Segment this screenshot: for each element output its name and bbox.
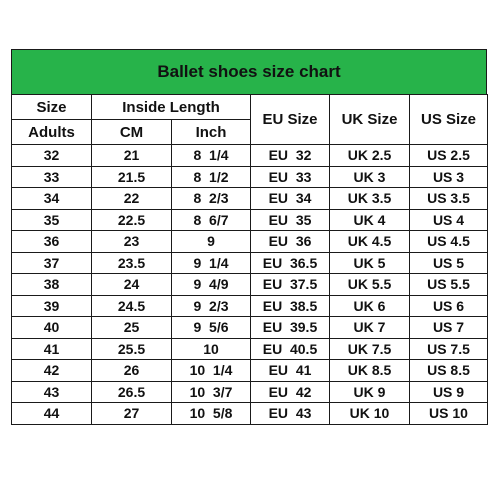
cm-cell: 22 [92,188,172,210]
inch-cell: 8 6/7 [172,209,251,231]
us-size-cell: US 2.5 [410,145,488,167]
uk-size-cell: UK 3 [330,166,410,188]
uk-size-cell: UK 4.5 [330,231,410,253]
cm-cell: 24 [92,274,172,296]
cm-cell: 27 [92,403,172,425]
cm-cell: 21 [92,145,172,167]
uk-size-cell: UK 5.5 [330,274,410,296]
us-size-cell: US 9 [410,381,488,403]
cm-cell: 22.5 [92,209,172,231]
table-row [12,145,488,167]
uk-size-cell: UK 4 [330,209,410,231]
uk-size-cell: UK 9 [330,381,410,403]
size-cell: 42 [12,360,92,382]
inch-cell: 8 2/3 [172,188,251,210]
cm-cell: 25 [92,317,172,339]
table-row [12,188,488,210]
uk-size-cell: UK 6 [330,295,410,317]
size-cell: 43 [12,381,92,403]
size-cell: 41 [12,338,92,360]
us-size-cell: US 6 [410,295,488,317]
cm-cell: 25.5 [92,338,172,360]
size-cell: 32 [12,145,92,167]
us-size-cell: US 4 [410,209,488,231]
table-row [12,317,488,339]
header-eu-size: EU Size [251,95,330,145]
eu-size-cell: EU 42 [251,381,330,403]
size-cell: 44 [12,403,92,425]
inch-cell: 9 2/3 [172,295,251,317]
header-inch: Inch [172,120,251,145]
inch-cell: 10 5/8 [172,403,251,425]
uk-size-cell: UK 2.5 [330,145,410,167]
inch-cell: 10 [172,338,251,360]
size-cell: 40 [12,317,92,339]
uk-size-cell: UK 7.5 [330,338,410,360]
us-size-cell: US 7.5 [410,338,488,360]
eu-size-cell: EU 38.5 [251,295,330,317]
us-size-cell: US 10 [410,403,488,425]
us-size-cell: US 8.5 [410,360,488,382]
eu-size-cell: EU 36 [251,231,330,253]
table-row [12,338,488,360]
header-cm: CM [92,120,172,145]
eu-size-cell: EU 37.5 [251,274,330,296]
table-row [12,381,488,403]
table-row [12,166,488,188]
eu-size-cell: EU 43 [251,403,330,425]
uk-size-cell: UK 10 [330,403,410,425]
us-size-cell: US 3 [410,166,488,188]
size-cell: 38 [12,274,92,296]
table-row [12,252,488,274]
eu-size-cell: EU 35 [251,209,330,231]
eu-size-cell: EU 32 [251,145,330,167]
eu-size-cell: EU 41 [251,360,330,382]
table-row [12,360,488,382]
cm-cell: 23 [92,231,172,253]
size-table [11,94,488,425]
inch-cell: 9 5/6 [172,317,251,339]
header-us-size: US Size [410,95,488,145]
eu-size-cell: EU 40.5 [251,338,330,360]
table-row [12,209,488,231]
uk-size-cell: UK 5 [330,252,410,274]
inch-cell: 8 1/4 [172,145,251,167]
size-cell: 39 [12,295,92,317]
header-uk-size: UK Size [330,95,410,145]
size-cell: 36 [12,231,92,253]
inch-cell: 9 [172,231,251,253]
table-body [12,145,488,425]
cm-cell: 26 [92,360,172,382]
table-row [12,231,488,253]
inch-cell: 10 1/4 [172,360,251,382]
inch-cell: 8 1/2 [172,166,251,188]
size-cell: 34 [12,188,92,210]
eu-size-cell: EU 36.5 [251,252,330,274]
inch-cell: 9 4/9 [172,274,251,296]
eu-size-cell: EU 34 [251,188,330,210]
inch-cell: 10 3/7 [172,381,251,403]
size-cell: 37 [12,252,92,274]
cm-cell: 24.5 [92,295,172,317]
uk-size-cell: UK 7 [330,317,410,339]
eu-size-cell: EU 33 [251,166,330,188]
cm-cell: 26.5 [92,381,172,403]
table-row [12,295,488,317]
table-row [12,274,488,296]
header-inside-length: Inside Length [92,95,251,120]
us-size-cell: US 7 [410,317,488,339]
header-row-1 [12,95,488,120]
header-size: Size [12,95,92,120]
size-cell: 33 [12,166,92,188]
us-size-cell: US 4.5 [410,231,488,253]
us-size-cell: US 3.5 [410,188,488,210]
size-cell: 35 [12,209,92,231]
us-size-cell: US 5 [410,252,488,274]
inch-cell: 9 1/4 [172,252,251,274]
cm-cell: 23.5 [92,252,172,274]
cm-cell: 21.5 [92,166,172,188]
eu-size-cell: EU 39.5 [251,317,330,339]
uk-size-cell: UK 8.5 [330,360,410,382]
header-adults: Adults [12,120,92,145]
us-size-cell: US 5.5 [410,274,488,296]
chart-title: Ballet shoes size chart [11,49,487,94]
table-row [12,403,488,425]
size-chart [11,49,487,425]
uk-size-cell: UK 3.5 [330,188,410,210]
